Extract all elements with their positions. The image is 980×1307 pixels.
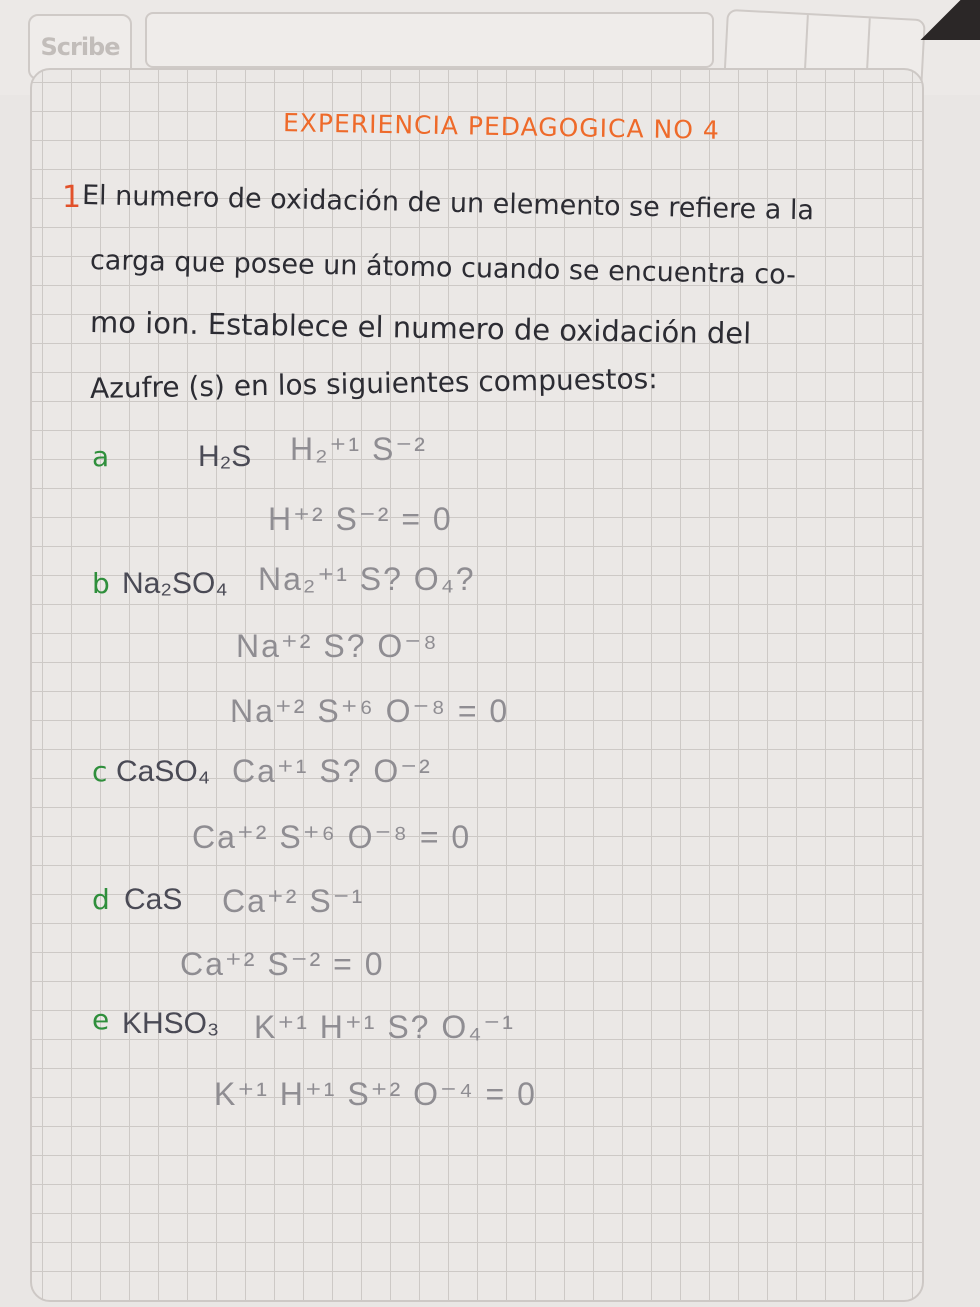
item-a-step-1: H₂⁺¹ S⁻² (290, 431, 427, 467)
paragraph-line-3: mo ion. Establece el numero de oxidación del (89, 305, 752, 351)
brand-logo: Scribe (40, 33, 120, 61)
item-b-compound: Na₂SO₄ (122, 567, 228, 600)
item-b-label: b (92, 567, 110, 600)
item-c-step-2: Ca⁺² S⁺⁶ O⁻⁸ = 0 (192, 819, 472, 855)
item-e-step-2: K⁺¹ H⁺¹ S⁺² O⁻⁴ = 0 (214, 1076, 537, 1112)
item-c-compound: CaSO₄ (116, 755, 210, 788)
item-a-label: a (92, 440, 110, 473)
paragraph-line-4: Azufre (s) en los siguientes compuestos: (89, 362, 658, 405)
item-a-compound: H₂S (198, 440, 252, 473)
paragraph-line-2: carga que posee un átomo cuando se encuentra co- (89, 245, 797, 291)
item-c-label: c (92, 755, 108, 788)
item-e-step-1: K⁺¹ H⁺¹ S? O₄⁻¹ (254, 1009, 515, 1045)
background-corner (920, 0, 980, 40)
item-a-step-2: H⁺² S⁻² = 0 (268, 501, 453, 537)
item-b-step-1: Na₂⁺¹ S? O₄? (258, 561, 476, 597)
paragraph-line-1: El numero de oxidación de un elemento se refiere a la (81, 180, 815, 227)
item-e-label: e (92, 1003, 110, 1036)
item-d-label: d (92, 883, 110, 916)
item-d-step-1: Ca⁺² S⁻¹ (222, 883, 365, 919)
item-b-step-2: Na⁺² S? O⁻⁸ (236, 628, 439, 664)
item-b-step-3: Na⁺² S⁺⁶ O⁻⁸ = 0 (230, 693, 510, 729)
page-title: EXPERIENCIA PEDAGOGICA NO 4 (282, 108, 721, 145)
question-number: 1 (62, 180, 82, 215)
item-d-step-2: Ca⁺² S⁻² = 0 (180, 946, 385, 982)
item-e-compound: KHSO₃ (122, 1007, 220, 1040)
item-d-compound: CaS (124, 883, 183, 916)
item-c-step-1: Ca⁺¹ S? O⁻² (232, 753, 432, 789)
name-field-box (145, 12, 714, 68)
